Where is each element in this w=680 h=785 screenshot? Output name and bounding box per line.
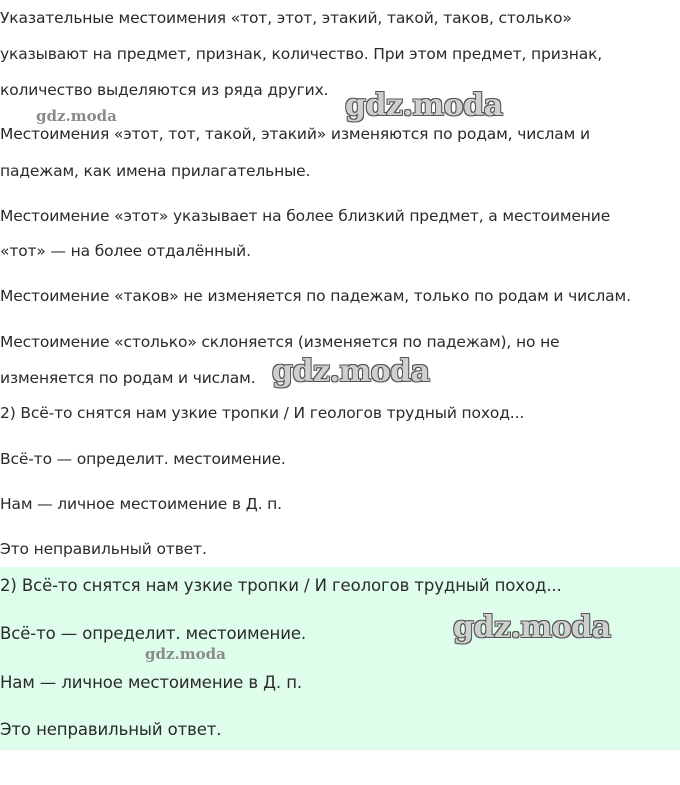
answer-line: Нам — личное местоимение в Д. п. (0, 673, 303, 692)
text-line: Местоимение «таков» не изменяется по падежам, только по родам и числам. (0, 287, 631, 305)
text-line: Нам — личное местоимение в Д. п. (0, 495, 282, 513)
text-line: Местоимение «этот» указывает на более близкий предмет, а местоимение (0, 207, 611, 225)
text-line: количество выделяются из ряда других. (0, 81, 329, 99)
answer-line: Всё-то — определит. местоимение. (0, 624, 307, 643)
watermark-logo: gdz.moda (36, 107, 117, 125)
text-line: Местоимение «столько» склоняется (изменяется по падежам), но не (0, 333, 560, 351)
text-line: 2) Всё-то снятся нам узкие тропки / И геологов трудный поход... (0, 404, 525, 422)
answer-line: Это неправильный ответ. (0, 720, 222, 739)
answer-line: 2) Всё-то снятся нам узкие тропки / И геологов трудный поход... (0, 576, 562, 595)
text-line: Это неправильный ответ. (0, 540, 207, 558)
text-line: Указательные местоимения «тот, этот, этакий, такой, таков, столько» (0, 9, 572, 27)
text-line: падежам, как имена прилагательные. (0, 162, 311, 180)
text-line: указывают на предмет, признак, количество. При этом предмет, признак, (0, 45, 603, 63)
text-line: Всё-то — определит. местоимение. (0, 450, 286, 468)
watermark-logo: gdz.moda (345, 88, 503, 123)
watermark-logo: gdz.moda (145, 645, 226, 663)
text-line: «тот» — на более отдалённый. (0, 242, 251, 260)
text-line: изменяется по родам и числам. (0, 369, 256, 387)
watermark-logo: gdz.moda (272, 354, 430, 389)
watermark-logo: gdz.moda (453, 610, 611, 645)
text-line: Местоимения «этот, тот, такой, этакий» изменяются по родам, числам и (0, 125, 590, 143)
